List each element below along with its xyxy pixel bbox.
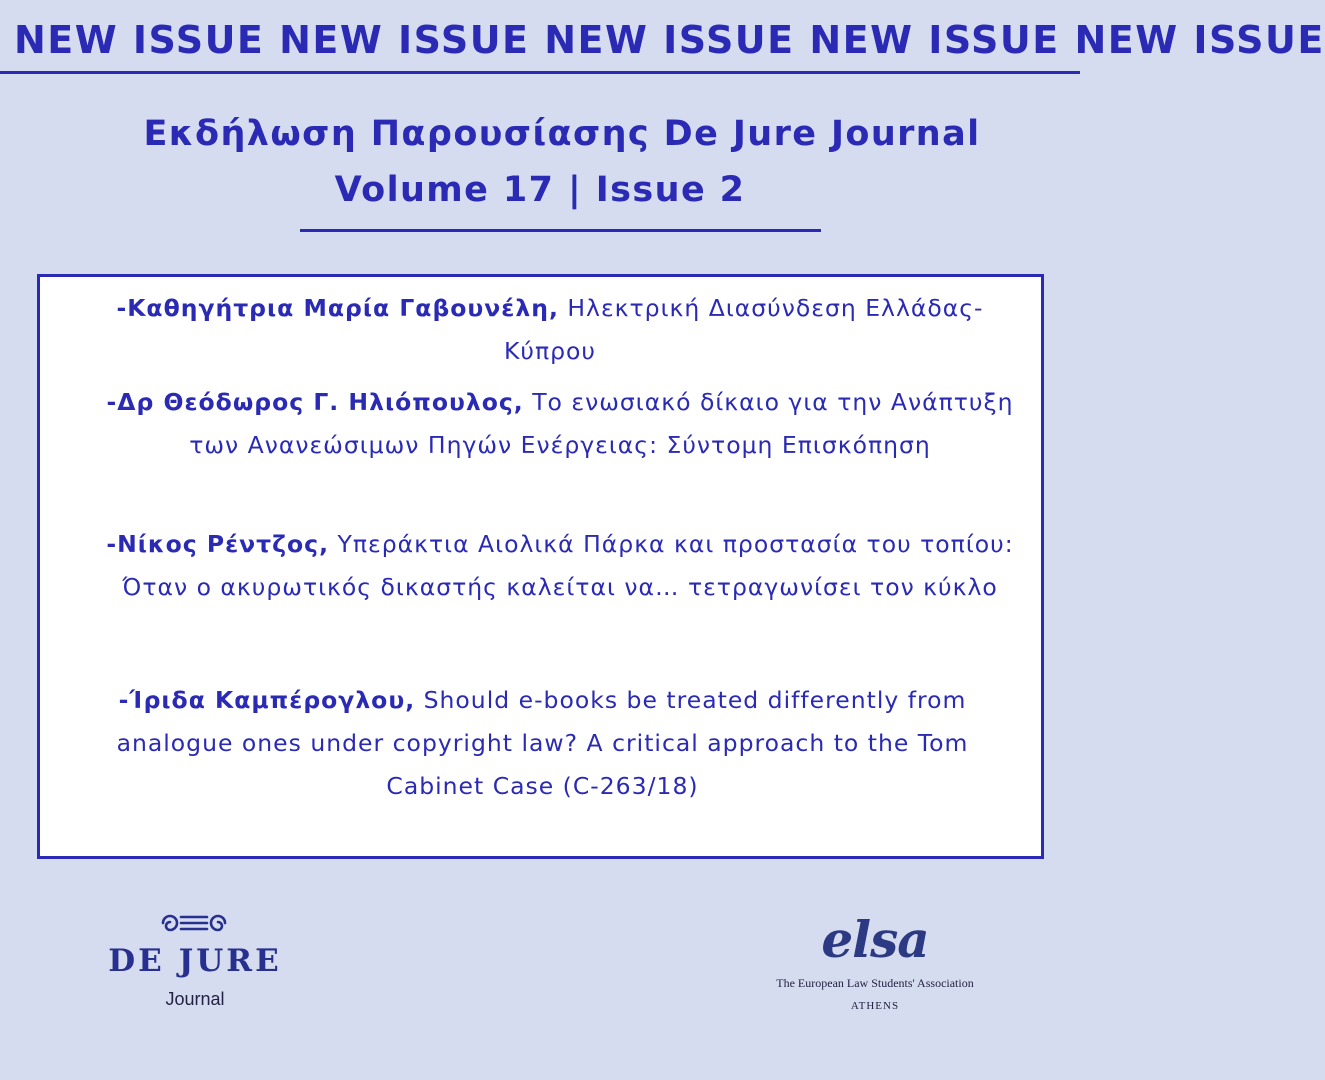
event-title: Εκδήλωση Παρουσίασης De Jure Journal <box>143 114 981 154</box>
issue-volume-title: Volume 17 | Issue 2 <box>334 170 746 210</box>
elsa-logo-mark: elsa <box>821 910 929 969</box>
de-jure-journal-logo <box>100 905 290 1015</box>
title-underline-divider <box>300 229 821 232</box>
article-title: Υπεράκτια Αιολικά Πάρκα και προστασία του τοπίου: Όταν ο ακυρωτικός δικαστής καλείται να… τετραγωνίσει τον κύκλο <box>122 530 1014 601</box>
elsa-city: ATHENS <box>850 1000 900 1012</box>
article-author: -Ίριδα Καμπέρογλου, <box>118 686 416 714</box>
de-jure-logo-subtitle: Journal <box>165 989 225 1009</box>
article-item <box>80 381 1040 467</box>
article-title: Should e-books be treated differently from analogue ones under copyright law? A critical approach to the Tom Cabinet Case (C-263/18) <box>116 686 969 800</box>
article-title: Το ενωσιακό δίκαιο για την Ανάπτυξη των Ανανεώσιμων Πηγών Ενέργειας: Σύντομη Επισκόπηση <box>189 388 1014 459</box>
new-issue-banner <box>0 0 1325 74</box>
article-item <box>80 523 1040 609</box>
article-author: -Καθηγήτρια Μαρία Γαβουνέλη, <box>116 294 559 322</box>
elsa-athens-logo <box>770 910 980 1020</box>
article-author: -Νίκος Ρέντζος, <box>106 530 330 558</box>
greek-key-wave-icon <box>159 911 229 935</box>
article-item <box>100 287 1000 373</box>
elsa-full-name: The European Law Students' Association <box>776 976 974 990</box>
article-title: Ηλεκτρική Διασύνδεση Ελλάδας-Κύπρου <box>503 294 984 365</box>
articles-panel <box>37 274 1044 859</box>
article-author: -Δρ Θεόδωρος Γ. Ηλιόπουλος, <box>106 388 524 416</box>
de-jure-logo-name: DE JURE <box>108 943 282 979</box>
article-item <box>65 679 1020 808</box>
new-issue-ticker-text: NEW ISSUE NEW ISSUE NEW ISSUE NEW ISSUE NEW ISSUE <box>14 18 1325 62</box>
